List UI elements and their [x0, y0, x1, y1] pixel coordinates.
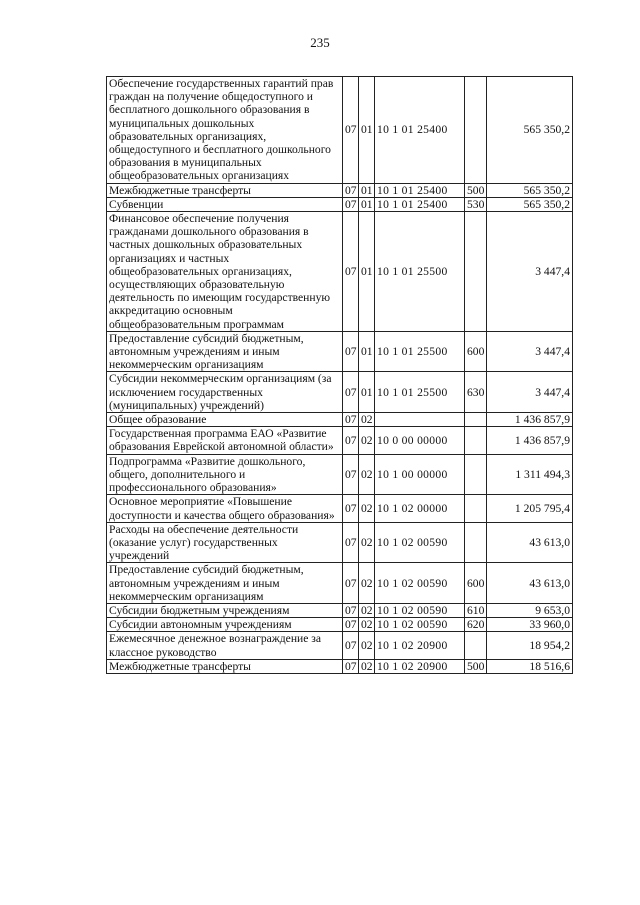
- target-article-cell: [375, 413, 465, 427]
- section-code-cell: 07: [343, 603, 359, 617]
- expense-type-cell: 620: [465, 618, 487, 632]
- target-article-cell: 10 1 01 25500: [375, 212, 465, 332]
- row-name-cell: Подпрограмма «Развитие дошкольного, общего, дополнительного и профессионального образования»: [107, 454, 343, 495]
- section-code-cell: 07: [343, 372, 359, 413]
- target-article-cell: 10 1 02 20900: [375, 659, 465, 673]
- row-name-cell: Межбюджетные трансферты: [107, 659, 343, 673]
- row-name-cell: Финансовое обеспечение получения гражданами дошкольного образования в частных дошкольных образовательных организациях и частных общеобразовательных организациях, осуществляющих образовательную деятельность по имеющим государственную аккредитацию основным общеобразовательным программам: [107, 212, 343, 332]
- amount-cell: 3 447,4: [487, 372, 573, 413]
- target-article-cell: 10 1 02 00590: [375, 522, 465, 563]
- section-code-cell: 07: [343, 563, 359, 604]
- amount-cell: 3 447,4: [487, 212, 573, 332]
- table-row: [107, 372, 573, 413]
- subsection-code-cell: 02: [359, 563, 375, 604]
- row-name-cell: Обеспечение государственных гарантий прав граждан на получение общедоступного и бесплатного дошкольного образования в муниципальных дошкольных образовательных организациях, общедоступного и бесплатного дошкольного образования в муниципальных общеобразовательных организациях: [107, 77, 343, 184]
- amount-cell: 18 954,2: [487, 632, 573, 659]
- subsection-code-cell: 02: [359, 618, 375, 632]
- target-article-cell: 10 0 00 00000: [375, 427, 465, 454]
- table-row: [107, 197, 573, 211]
- subsection-code-cell: 02: [359, 522, 375, 563]
- target-article-cell: 10 1 02 00590: [375, 603, 465, 617]
- expense-type-cell: [465, 522, 487, 563]
- table-row: [107, 427, 573, 454]
- subsection-code-cell: 01: [359, 372, 375, 413]
- amount-cell: 1 311 494,3: [487, 454, 573, 495]
- expense-type-cell: [465, 632, 487, 659]
- subsection-code-cell: 01: [359, 183, 375, 197]
- subsection-code-cell: 01: [359, 331, 375, 372]
- section-code-cell: 07: [343, 197, 359, 211]
- row-name-cell: Предоставление субсидий бюджетным, автономным учреждениям и иным некоммерческим организациям: [107, 563, 343, 604]
- amount-cell: 9 653,0: [487, 603, 573, 617]
- target-article-cell: 10 1 02 00590: [375, 563, 465, 604]
- section-code-cell: 07: [343, 77, 359, 184]
- row-name-cell: Общее образование: [107, 413, 343, 427]
- subsection-code-cell: 02: [359, 454, 375, 495]
- expense-type-cell: [465, 77, 487, 184]
- row-name-cell: Субсидии автономным учреждениям: [107, 618, 343, 632]
- table-row: [107, 413, 573, 427]
- page-number: 235: [310, 35, 330, 50]
- expense-type-cell: [465, 427, 487, 454]
- table-row: [107, 632, 573, 659]
- table-row: [107, 522, 573, 563]
- row-name-cell: Ежемесячное денежное вознаграждение за классное руководство: [107, 632, 343, 659]
- target-article-cell: 10 1 00 00000: [375, 454, 465, 495]
- target-article-cell: 10 1 01 25500: [375, 331, 465, 372]
- expense-type-cell: [465, 454, 487, 495]
- expense-type-cell: 630: [465, 372, 487, 413]
- table-row: [107, 212, 573, 332]
- subsection-code-cell: 02: [359, 632, 375, 659]
- row-name-cell: Субсидии бюджетным учреждениям: [107, 603, 343, 617]
- section-code-cell: 07: [343, 183, 359, 197]
- section-code-cell: 07: [343, 413, 359, 427]
- amount-cell: 565 350,2: [487, 183, 573, 197]
- section-code-cell: 07: [343, 618, 359, 632]
- subsection-code-cell: 02: [359, 413, 375, 427]
- amount-cell: 565 350,2: [487, 77, 573, 184]
- target-article-cell: 10 1 02 00000: [375, 495, 465, 522]
- target-article-cell: 10 1 01 25400: [375, 183, 465, 197]
- amount-cell: 565 350,2: [487, 197, 573, 211]
- subsection-code-cell: 02: [359, 603, 375, 617]
- expense-type-cell: [465, 413, 487, 427]
- table-row: [107, 77, 573, 184]
- expense-type-cell: 610: [465, 603, 487, 617]
- subsection-code-cell: 02: [359, 495, 375, 522]
- section-code-cell: 07: [343, 331, 359, 372]
- section-code-cell: 07: [343, 495, 359, 522]
- row-name-cell: Предоставление субсидий бюджетным, автономным учреждениям и иным некоммерческим организациям: [107, 331, 343, 372]
- amount-cell: 33 960,0: [487, 618, 573, 632]
- amount-cell: 1 205 795,4: [487, 495, 573, 522]
- table-row: [107, 454, 573, 495]
- expense-type-cell: 600: [465, 331, 487, 372]
- budget-table-body: [107, 77, 573, 674]
- amount-cell: 43 613,0: [487, 563, 573, 604]
- subsection-code-cell: 01: [359, 197, 375, 211]
- section-code-cell: 07: [343, 454, 359, 495]
- amount-cell: 18 516,6: [487, 659, 573, 673]
- subsection-code-cell: 02: [359, 659, 375, 673]
- target-article-cell: 10 1 01 25500: [375, 372, 465, 413]
- amount-cell: 1 436 857,9: [487, 413, 573, 427]
- row-name-cell: Субсидии некоммерческим организациям (за исключением государственных (муниципальных) учреждений): [107, 372, 343, 413]
- budget-table: [106, 76, 573, 674]
- expense-type-cell: 530: [465, 197, 487, 211]
- expense-type-cell: [465, 495, 487, 522]
- table-row: [107, 659, 573, 673]
- target-article-cell: 10 1 02 20900: [375, 632, 465, 659]
- subsection-code-cell: 01: [359, 212, 375, 332]
- table-row: [107, 331, 573, 372]
- expense-type-cell: [465, 212, 487, 332]
- target-article-cell: 10 1 02 00590: [375, 618, 465, 632]
- row-name-cell: Межбюджетные трансферты: [107, 183, 343, 197]
- table-row: [107, 495, 573, 522]
- subsection-code-cell: 01: [359, 77, 375, 184]
- target-article-cell: 10 1 01 25400: [375, 77, 465, 184]
- target-article-cell: 10 1 01 25400: [375, 197, 465, 211]
- row-name-cell: Расходы на обеспечение деятельности (оказание услуг) государственных учреждений: [107, 522, 343, 563]
- table-row: [107, 603, 573, 617]
- expense-type-cell: 500: [465, 183, 487, 197]
- amount-cell: 3 447,4: [487, 331, 573, 372]
- section-code-cell: 07: [343, 212, 359, 332]
- section-code-cell: 07: [343, 632, 359, 659]
- amount-cell: 1 436 857,9: [487, 427, 573, 454]
- row-name-cell: Государственная программа ЕАО «Развитие образования Еврейской автономной области»: [107, 427, 343, 454]
- table-row: [107, 618, 573, 632]
- section-code-cell: 07: [343, 427, 359, 454]
- expense-type-cell: 500: [465, 659, 487, 673]
- section-code-cell: 07: [343, 522, 359, 563]
- subsection-code-cell: 02: [359, 427, 375, 454]
- table-row: [107, 563, 573, 604]
- section-code-cell: 07: [343, 659, 359, 673]
- table-row: [107, 183, 573, 197]
- amount-cell: 43 613,0: [487, 522, 573, 563]
- row-name-cell: Субвенции: [107, 197, 343, 211]
- row-name-cell: Основное мероприятие «Повышение доступности и качества общего образования»: [107, 495, 343, 522]
- expense-type-cell: 600: [465, 563, 487, 604]
